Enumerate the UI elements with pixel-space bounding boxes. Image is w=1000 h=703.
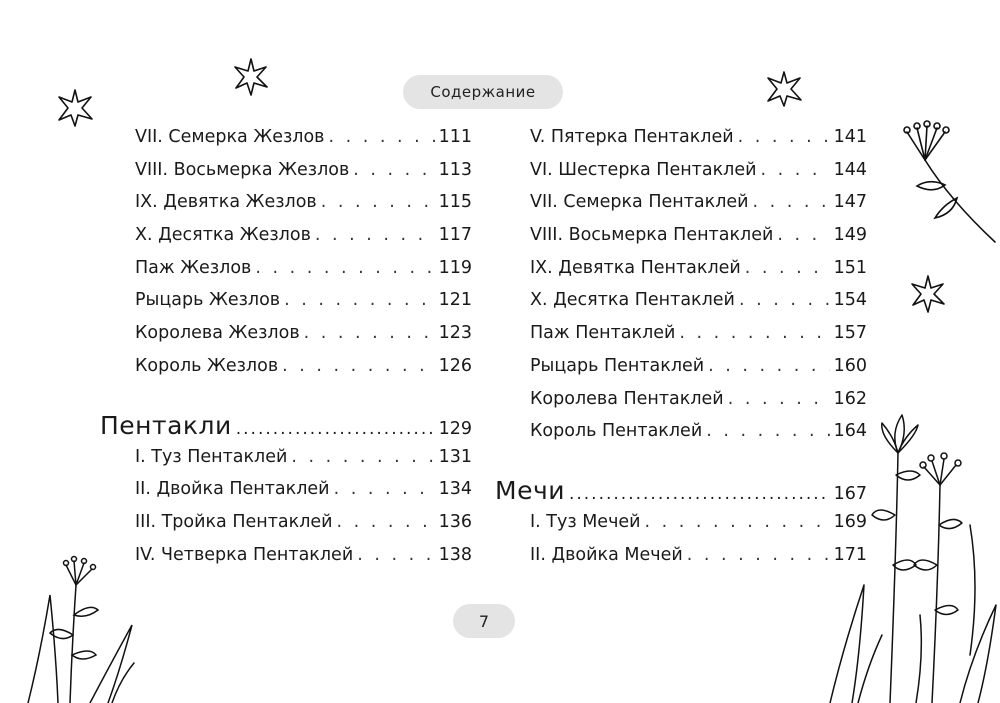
fern-leaves-icon xyxy=(20,555,135,703)
toc-entry-label: VI. Шестерка Пентаклей xyxy=(530,159,757,180)
leader-dots xyxy=(236,419,435,439)
toc-entry-page: 171 xyxy=(833,544,867,565)
toc-entry-page: 138 xyxy=(438,544,472,565)
toc-entry[interactable] xyxy=(495,127,867,160)
section-page: 129 xyxy=(438,418,472,439)
toc-entry-page: 141 xyxy=(833,127,867,147)
leader-dots xyxy=(738,127,830,147)
toc-entry[interactable] xyxy=(495,421,867,454)
toc-entry[interactable] xyxy=(100,545,472,578)
toc-entry-page: 157 xyxy=(833,323,867,344)
toc-entry-label: II. Двойка Мечей xyxy=(530,544,683,565)
leader-dots xyxy=(255,258,434,278)
leader-dots xyxy=(645,512,830,532)
toc-entry-page: 113 xyxy=(438,159,472,180)
toc-section-swords[interactable] xyxy=(495,476,867,512)
toc-entry-label: III. Тройка Пентаклей xyxy=(135,511,333,532)
toc-entry[interactable] xyxy=(495,192,867,225)
toc-entry[interactable] xyxy=(495,545,867,578)
contents-title: Содержание xyxy=(403,75,563,109)
toc-entry-page: 147 xyxy=(833,192,867,213)
toc-entry[interactable] xyxy=(100,290,472,323)
toc-entry[interactable] xyxy=(100,323,472,356)
toc-entry-label: I. Туз Мечей xyxy=(530,511,641,532)
toc-entry[interactable] xyxy=(495,290,867,323)
toc-entry[interactable] xyxy=(100,160,472,193)
toc-entry-page: 169 xyxy=(833,511,867,532)
leader-dots xyxy=(357,545,434,565)
toc-entry-label: Королева Пентаклей xyxy=(530,388,724,409)
leader-dots xyxy=(777,225,829,245)
toc-entry-page: 131 xyxy=(438,446,472,467)
leader-dots xyxy=(337,512,435,532)
toc-entry-label: Паж Пентаклей xyxy=(530,323,676,344)
star-doodle-icon xyxy=(233,57,269,97)
toc-entry-page: 117 xyxy=(438,225,472,246)
star-doodle-icon xyxy=(56,88,94,128)
toc-entry-page: 121 xyxy=(438,290,472,311)
leader-dots xyxy=(304,323,435,343)
toc-entry-label: VII. Семерка Пентаклей xyxy=(530,192,749,213)
toc-entry[interactable] xyxy=(100,258,472,291)
star-doodle-icon xyxy=(764,70,804,108)
leader-dots xyxy=(745,258,830,278)
toc-entry-label: Рыцарь Пентаклей xyxy=(530,355,705,376)
toc-entry[interactable] xyxy=(100,479,472,512)
toc-entry-label: II. Двойка Пентаклей xyxy=(135,479,330,500)
toc-entry-page: 115 xyxy=(438,192,472,213)
section-heading: Пентакли xyxy=(100,410,232,440)
toc-entry-label: IV. Четверка Пентаклей xyxy=(135,544,354,565)
toc-entry-label: X. Десятка Пентаклей xyxy=(530,290,735,311)
toc-entry[interactable] xyxy=(495,389,867,422)
toc-entry[interactable] xyxy=(495,258,867,291)
toc-entry[interactable] xyxy=(100,127,472,160)
toc-entry-page: 134 xyxy=(438,479,472,500)
toc-entry[interactable] xyxy=(495,323,867,356)
toc-entry-page: 123 xyxy=(438,323,472,344)
leader-dots xyxy=(334,479,435,499)
leader-dots xyxy=(760,160,829,180)
section-page: 167 xyxy=(833,483,867,504)
toc-entry-page: 151 xyxy=(833,257,867,278)
toc-entry[interactable] xyxy=(100,225,472,258)
leader-dots xyxy=(679,323,829,343)
toc-entry[interactable] xyxy=(495,512,867,545)
toc-entry-page: 144 xyxy=(833,159,867,180)
wildflower-bouquet-icon xyxy=(820,405,1000,703)
leader-dots xyxy=(687,545,830,565)
toc-entry-page: 119 xyxy=(438,257,472,278)
toc-entry[interactable] xyxy=(100,512,472,545)
toc-entry-page: 160 xyxy=(833,355,867,376)
toc-entry-page: 154 xyxy=(833,290,867,311)
toc-entry-label: V. Пятерка Пентаклей xyxy=(530,127,734,147)
toc-entry-page: 136 xyxy=(438,511,472,532)
toc-entry-label: VIII. Восьмерка Пентаклей xyxy=(530,225,774,246)
leader-dots xyxy=(708,356,829,376)
toc-entry-page: 111 xyxy=(438,127,472,147)
star-doodle-icon xyxy=(910,274,946,314)
toc-entry[interactable] xyxy=(495,225,867,258)
toc-entry[interactable] xyxy=(100,447,472,480)
leader-dots xyxy=(315,225,435,245)
toc-entry[interactable] xyxy=(100,192,472,225)
toc-entry-page: 126 xyxy=(438,355,472,376)
toc-section-pentacles[interactable] xyxy=(100,411,472,447)
toc-entry-label: VIII. Восьмерка Жезлов xyxy=(135,159,350,180)
toc-entry-label: Король Пентаклей xyxy=(530,421,703,442)
toc-entry-label: VII. Семерка Жезлов xyxy=(135,127,325,147)
toc-right-column xyxy=(495,127,867,577)
toc-entry-page: 164 xyxy=(833,421,867,442)
toc-entry-label: IX. Девятка Жезлов xyxy=(135,192,317,213)
toc-entry-label: Паж Жезлов xyxy=(135,257,252,278)
flower-sprig-icon xyxy=(895,120,1000,250)
leader-dots xyxy=(282,356,434,376)
leader-dots xyxy=(728,389,830,409)
section-heading: Мечи xyxy=(495,475,565,505)
leader-dots xyxy=(569,484,830,504)
toc-entry[interactable] xyxy=(100,356,472,389)
leader-dots xyxy=(353,160,434,180)
leader-dots xyxy=(321,192,435,212)
leader-dots xyxy=(284,290,434,310)
toc-entry-page: 149 xyxy=(833,225,867,246)
toc-entry[interactable] xyxy=(495,356,867,389)
leader-dots xyxy=(739,290,830,310)
toc-entry-label: IX. Девятка Пентаклей xyxy=(530,257,741,278)
leader-dots xyxy=(706,421,829,441)
toc-entry-page: 162 xyxy=(833,388,867,409)
page-number: 7 xyxy=(453,604,515,638)
toc-entry-label: I. Туз Пентаклей xyxy=(135,446,288,467)
leader-dots xyxy=(753,192,830,212)
toc-entry-label: X. Десятка Жезлов xyxy=(135,225,311,246)
leader-dots xyxy=(291,447,434,467)
toc-left-column xyxy=(100,127,472,577)
toc-entry-label: Королева Жезлов xyxy=(135,323,300,344)
toc-entry-label: Рыцарь Жезлов xyxy=(135,290,281,311)
toc-entry[interactable] xyxy=(495,160,867,193)
toc-entry-label: Король Жезлов xyxy=(135,355,279,376)
leader-dots xyxy=(328,127,434,147)
